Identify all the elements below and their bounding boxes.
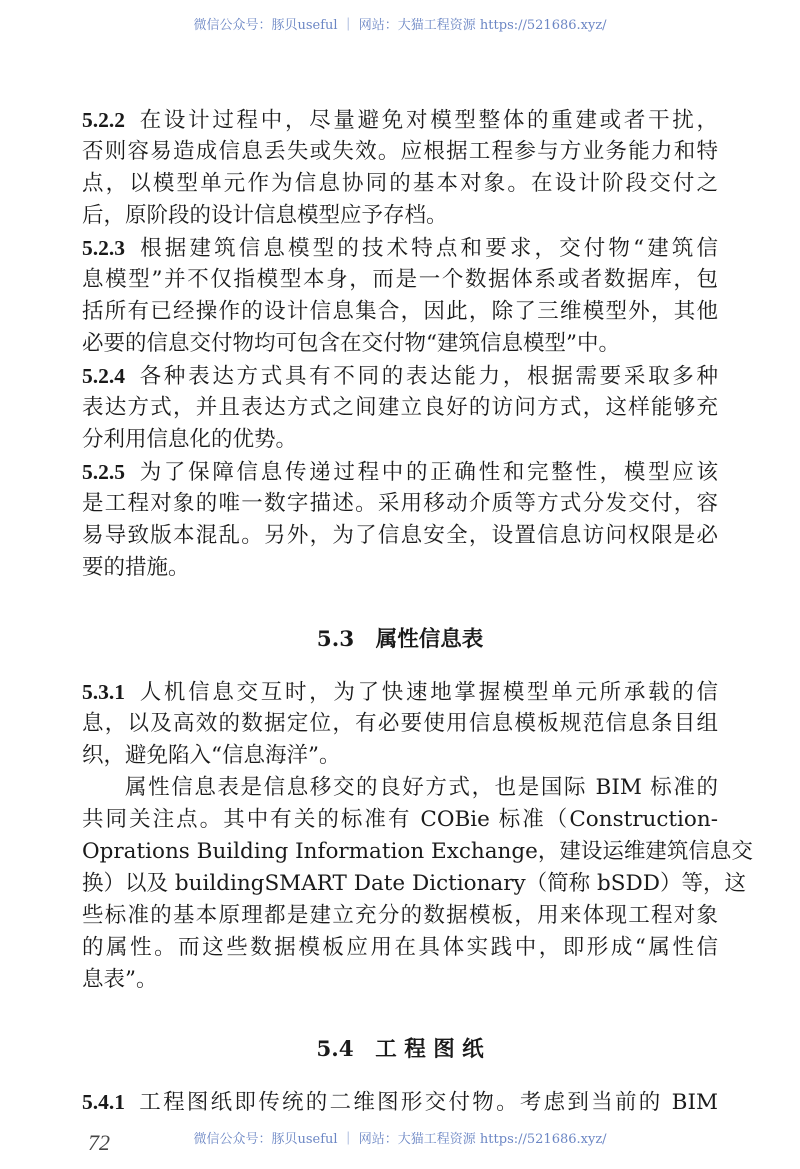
- document-body: [82, 104, 753, 1118]
- text-line: 分利用信息化的优势。: [82, 427, 298, 452]
- text-line: 必要的信息交付物均可包含在交付物“建筑信息模型”中。: [82, 331, 620, 356]
- text-line: 要的措施。: [82, 555, 190, 580]
- text-line: 各种表达方式具有不同的表达能力，根据需要采取多种: [137, 364, 718, 389]
- text-line: 的属性。而这些数据模板应用在具体实践中，即形成“属性信: [82, 935, 718, 960]
- clause-5-2-2: [82, 104, 718, 232]
- text-line: 息模型”并不仅指模型本身，而是一个数据体系或者数据库，包: [82, 267, 718, 292]
- text-line: 人机信息交互时，为了快速地掌握模型单元所承载的信: [137, 680, 718, 705]
- text-line: 点，以模型单元作为信息协同的基本对象。在设计阶段交付之: [82, 171, 718, 196]
- clause-number: 5.2.3: [82, 236, 125, 260]
- clause-5-3-1: [82, 676, 718, 772]
- text-line: 些标准的基本原理都是建立充分的数据模板，用来体现工程对象: [82, 903, 718, 928]
- text-line: 工程图纸即传统的二维图形交付物。考虑到当前的 BIM: [137, 1090, 718, 1115]
- clause-5-2-5: [82, 456, 718, 584]
- text-line: 表达方式，并且表达方式之间建立良好的访问方式，这样能够充: [82, 395, 718, 420]
- watermark-header: 微信公众号：豚贝useful ｜ 网站：大猫工程资源 https://521686.xyz/: [193, 18, 607, 33]
- clause-number: 5.2.5: [82, 460, 125, 484]
- text-line: 属性信息表是信息移交的良好方式，也是国际 BIM 标准的: [125, 775, 718, 800]
- text-line: 息，以及高效的数据定位，有必要使用信息模板规范信息条目组: [82, 711, 718, 736]
- text-line: 换）以及 buildingSMART Date Dictionary（简称 bSDD）等，这: [82, 871, 746, 896]
- section-heading-5-3: 5.3 属性信息表: [316, 627, 484, 652]
- page-number: 72: [88, 1130, 110, 1155]
- text-line: Oprations Building Information Exchange，建设运维建筑信息交: [82, 839, 753, 864]
- clause-number: 5.4.1: [82, 1090, 125, 1114]
- text-line: 为了保障信息传递过程中的正确性和完整性，模型应该: [137, 460, 718, 485]
- text-line: 织，避免陷入“信息海洋”。: [82, 743, 341, 768]
- text-line: 根据建筑信息模型的技术特点和要求，交付物“建筑信: [137, 236, 718, 261]
- text-line: 在设计过程中，尽量避免对模型整体的重建或者干扰，: [137, 108, 718, 133]
- clause-number: 5.3.1: [82, 680, 125, 704]
- text-line: 括所有已经操作的设计信息集合，因此，除了三维模型外，其他: [82, 299, 718, 324]
- clause-number: 5.2.4: [82, 364, 125, 388]
- text-line: 否则容易造成信息丢失或失效。应根据工程参与方业务能力和特: [82, 139, 718, 164]
- text-line: 息表”。: [82, 967, 158, 992]
- text-line: 共同关注点。其中有关的标准有 COBie 标准（Construction-: [82, 807, 718, 832]
- paragraph-property-table: [82, 772, 753, 996]
- text-line: 易导致版本混乱。另外，为了信息安全，设置信息访问权限是必: [82, 523, 718, 548]
- clause-5-4-1: [82, 1086, 718, 1118]
- text-line: 是工程对象的唯一数字描述。采用移动介质等方式分发交付，容: [82, 491, 718, 516]
- clause-number: 5.2.2: [82, 108, 125, 132]
- clause-5-2-4: [82, 360, 718, 456]
- clause-5-2-3: [82, 232, 718, 360]
- section-heading-5-4: 5.4 工 程 图 纸: [316, 1037, 484, 1062]
- watermark-footer: 微信公众号：豚贝useful ｜ 网站：大猫工程资源 https://521686.xyz/: [193, 1132, 607, 1147]
- text-line: 后，原阶段的设计信息模型应予存档。: [82, 203, 448, 228]
